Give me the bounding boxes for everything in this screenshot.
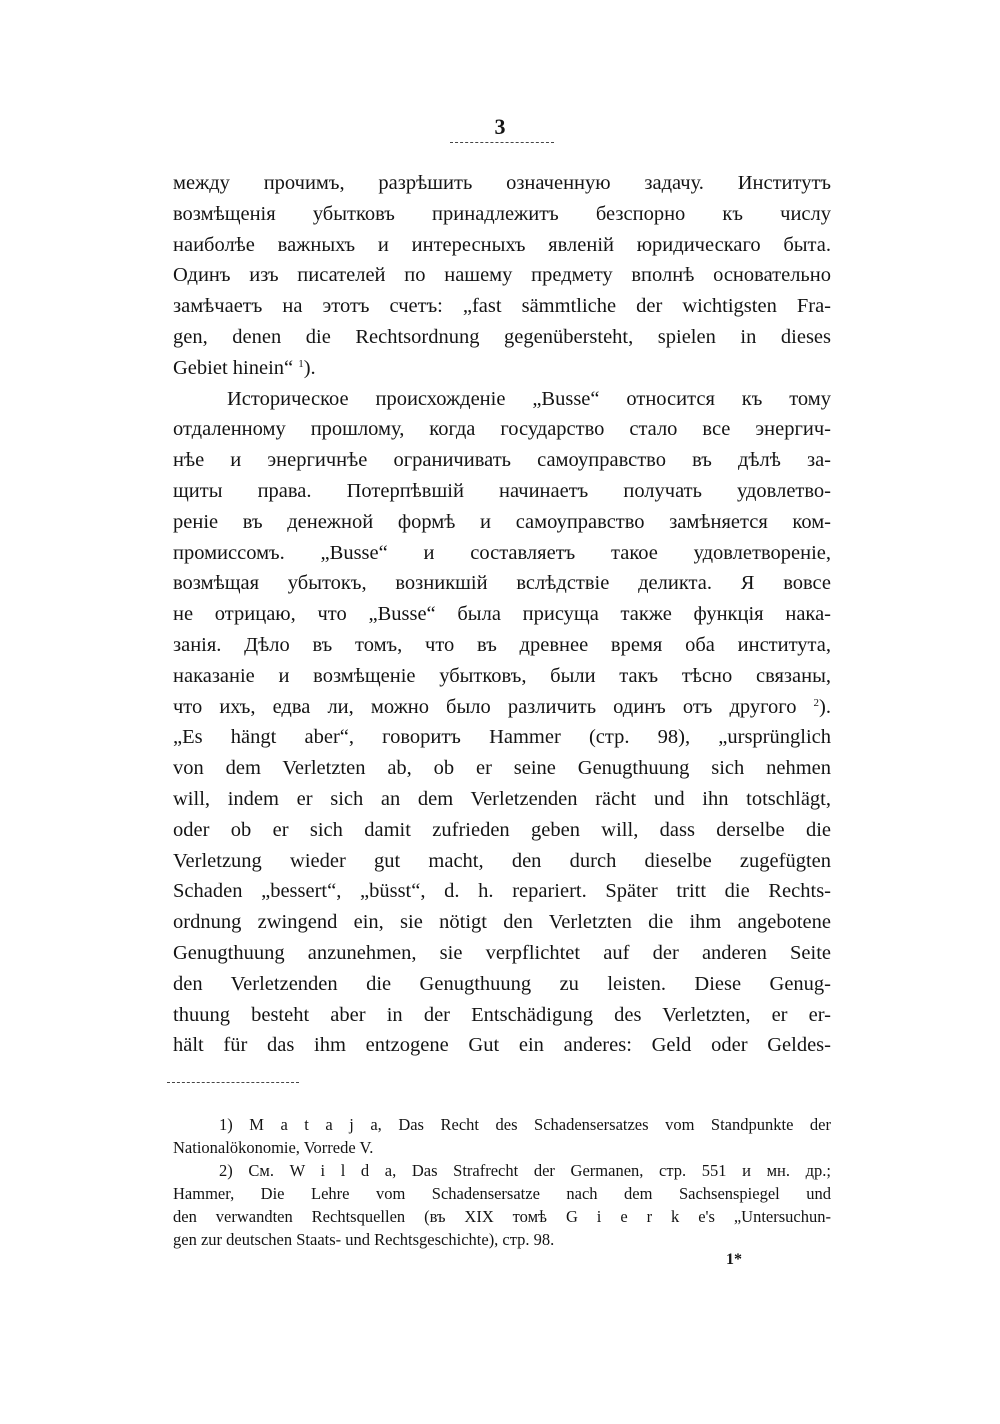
- text-line: промиссомъ. „Busse“ и составляетъ такое удовлетвореніе,: [173, 541, 831, 564]
- text-line: наказаніе и возмѣщеніе убытковъ, были такъ тѣсно связаны,: [173, 664, 831, 687]
- text-line: „Es hängt aber“, говоритъ Hammer (стр. 98), „ursprünglich: [173, 726, 831, 749]
- text-line: ordnung zwingend ein, sie nötigt den Verletzten die ihm angebotene: [173, 911, 831, 934]
- text-line: возмѣщенія убытковъ принадлежитъ безспорно къ числу: [173, 202, 831, 225]
- text-line-content: Gebiet hinein“: [173, 356, 294, 379]
- footnote-line: gen zur deutschen Staats- und Rechtsgeschichte), стр. 98.: [173, 1230, 555, 1249]
- text-line: Genugthuung anzunehmen, sie verpflichtet auf der anderen Seite: [173, 941, 831, 964]
- footnote-line: 1) M a t a j a, Das Recht des Schadensersatzes vom Standpunkte der: [219, 1115, 831, 1134]
- text-line: замѣчаетъ на этотъ счетъ: „fast sämmtliche der wichtigsten Fra-: [173, 295, 831, 318]
- footnote-ref: 2: [813, 696, 820, 709]
- text-line: will, indem er sich an dem Verletzenden rächt und ihn totschlägt,: [173, 787, 831, 810]
- text-line: gen, denen die Rechtsordnung gegenübersteht, spielen in dieses: [173, 325, 831, 348]
- text-line: von dem Verletzten ab, ob er seine Genugthuung sich nehmen: [173, 757, 831, 780]
- text-line: [173, 692, 831, 723]
- text-line: возмѣщая убытокъ, возникшій вслѣдствіе деликта. Я вовсе: [173, 572, 831, 595]
- footnote-line: Hammer, Die Lehre vom Schadensersatze nach dem Sachsenspiegel und: [173, 1184, 831, 1203]
- text-line: отдаленному прошлому, когда государство стало все энергич-: [173, 418, 831, 441]
- body-text: [173, 168, 831, 1061]
- text-line: oder ob er sich damit zufrieden geben will, dass derselbe die: [173, 818, 831, 841]
- text-line: Одинъ изъ писателей по нашему предмету вполнѣ основательно: [173, 264, 831, 287]
- signature-mark: 1*: [726, 1251, 742, 1268]
- footnote-line: 2) См. W i l d a, Das Strafrecht der Germanen, стр. 551 и мн. др.;: [219, 1161, 831, 1180]
- footnote-line: den verwandten Rechtsquellen (въ XIX томѣ G i e r k e's „Untersuchun-: [173, 1207, 831, 1226]
- text-line: реніе въ денежной формѣ и самоуправство замѣняется ком-: [173, 510, 831, 533]
- page-number: 3: [494, 114, 506, 139]
- footnote-line: Nationalökonomie, Vorrede V.: [173, 1138, 374, 1157]
- text-line: [173, 353, 831, 384]
- text-line: занія. Дѣло въ томъ, что въ древнее время оба института,: [173, 633, 831, 656]
- footnote-rule: [167, 1082, 299, 1083]
- text-line: thuung besteht aber in der Entschädigung des Verletzten, er er-: [173, 1003, 831, 1026]
- text-line: щиты права. Потерпѣвшій начинаетъ получать удовлетво-: [173, 479, 831, 502]
- footnotes: [173, 1113, 831, 1251]
- footnote-ref-tail: ).: [819, 695, 831, 718]
- footnote-ref-tail: ).: [303, 356, 316, 379]
- footnote-ref: 1: [298, 357, 304, 370]
- text-line: Verletzung wieder gut macht, den durch dieselbe zugefügten: [173, 849, 831, 872]
- text-line: Историческое происхожденіе „Busse“ относится къ тому: [227, 387, 831, 410]
- text-line: Schaden „bessert“, „büsst“, d. h. repariert. Später tritt die Rechts-: [173, 880, 831, 903]
- text-line: наиболѣе важныхъ и интересныхъ явленій юридическаго быта.: [173, 233, 831, 256]
- text-line: нѣе и энергичнѣе ограничивать самоуправство въ дѣлѣ за-: [173, 449, 831, 472]
- text-line: не отрицаю, что „Busse“ была присуща также функція нака-: [173, 603, 831, 626]
- header-rule: [450, 142, 554, 143]
- text-line-content: что ихъ, едва ли, можно было различить одинъ отъ другого: [173, 695, 797, 718]
- text-line: между прочимъ, разрѣшить означенную задачу. Институтъ: [173, 172, 831, 194]
- text-line: hält für das ihm entzogene Gut ein anderes: Geld oder Geldes-: [173, 1034, 831, 1057]
- text-line: den Verletzenden die Genugthuung zu leisten. Diese Genug-: [173, 972, 831, 995]
